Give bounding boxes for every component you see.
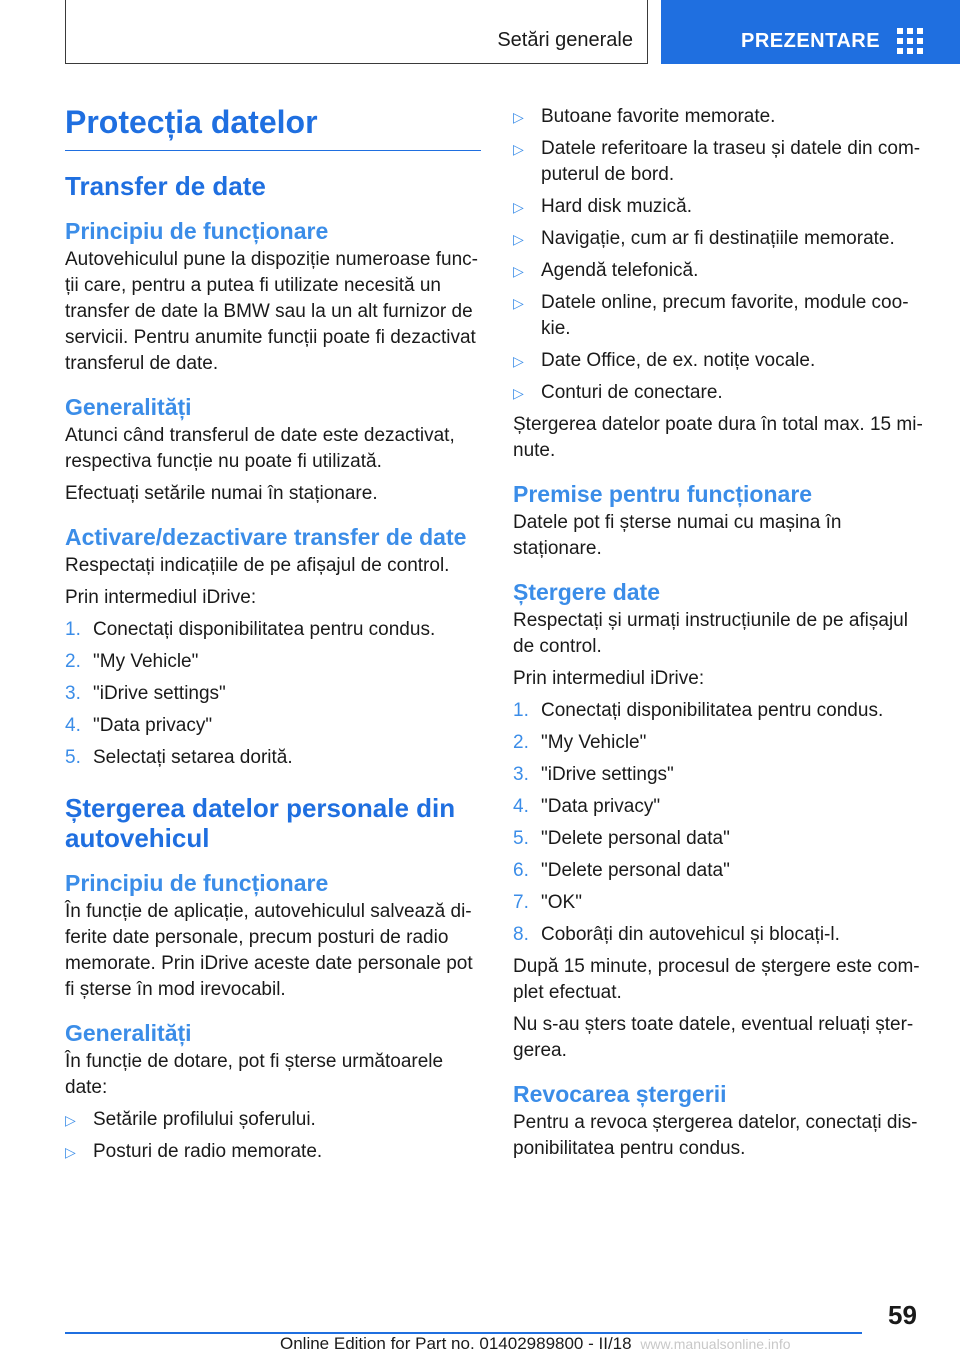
list-item: ▷ Navigație, cum ar fi destinațiile memorate.: [513, 226, 925, 252]
triangle-bullet-icon: ▷: [513, 353, 524, 369]
paragraph-generalitati-3: În funcție de dotare, pot fi șterse următoarele date:: [65, 1051, 444, 1098]
header-chapter-label: PREZENTARE: [741, 30, 881, 52]
header-section-box: [65, 0, 648, 64]
heading-generalitati-2: Generalități: [65, 1020, 192, 1046]
heading-activare: Activare/dezactivare transfer de date: [65, 524, 467, 550]
heading-premise: Premise pentru funcționare: [513, 481, 813, 507]
paragraph-principiu-2: În funcție de aplicație, autovehiculul salvează di‐ ferite date personale, precum posturi de radio memorate. Prin iDrive aceste date personale pot fi șterse în mod irevocabil.: [65, 901, 473, 1000]
paragraph-stergere-1: Respectați și urmați instrucțiunile de pe afișajul de control.: [513, 610, 908, 657]
list-item: ▷ Conturi de conectare.: [513, 380, 925, 406]
triangle-bullet-icon: ▷: [65, 1112, 76, 1128]
triangle-bullet-icon: ▷: [513, 263, 524, 279]
paragraph-principiu: Autovehiculul pune la dispoziție numeroase func‐ ții care, pentru a putea fi utilizate necesită un transfer de date la BMW sau la un alt furnizor de servicii. Pentru anumite funcții poate fi dezactivat transferul de date.: [65, 249, 478, 374]
heading-principiu-2: Principiu de funcționare: [65, 870, 329, 896]
page-number: 59: [888, 1300, 917, 1330]
list-item: ▷ Butoane favorite memorate.: [513, 104, 925, 130]
bullet-list-left: [65, 1107, 481, 1165]
footer-site[interactable]: www.manualsonline.info: [640, 1336, 791, 1352]
list-item: ▷ Posturi de radio memorate.: [65, 1139, 481, 1165]
triangle-bullet-icon: ▷: [513, 385, 524, 401]
triangle-bullet-icon: ▷: [513, 295, 524, 311]
list-item: 7. "OK": [513, 892, 582, 913]
triangle-bullet-icon: ▷: [513, 141, 524, 157]
heading-transfer: Transfer de date: [65, 171, 266, 201]
list-item: ▷ Setările profilului șoferului.: [65, 1107, 481, 1133]
grid-menu-icon[interactable]: [897, 28, 923, 54]
steps-list-stergere: [513, 698, 925, 948]
list-item: ▷ Hard disk muzică.: [513, 194, 925, 220]
list-item: 1. Conectați disponibilitatea pentru condus.: [65, 619, 436, 640]
paragraph-activare-1: Respectați indicațiile de pe afișajul de control.: [65, 555, 450, 576]
paragraph-premise: Datele pot fi șterse numai cu mașina în staționare.: [513, 512, 842, 559]
right-column: [513, 104, 925, 1168]
list-item: 3. "iDrive settings": [513, 764, 674, 785]
page-title: Protecția datelor: [65, 100, 481, 151]
list-item: ▷ Datele referitoare la traseu și datele din com‐ puterul de bord.: [513, 138, 921, 185]
header-chapter-tab[interactable]: [661, 0, 960, 64]
list-item: ▷ Datele online, precum favorite, module coo‐ kie.: [513, 292, 909, 339]
list-item: 6. "Delete personal data": [513, 860, 730, 881]
list-item: 5. Selectați setarea dorită.: [65, 747, 293, 768]
triangle-bullet-icon: ▷: [513, 109, 524, 125]
heading-stergere: Ștergerea datelor personale din autovehicul: [65, 793, 456, 853]
triangle-bullet-icon: ▷: [513, 231, 524, 247]
list-item: 2. "My Vehicle": [513, 732, 647, 753]
paragraph-revocare: Pentru a revoca ștergerea datelor, conectați dis‐ ponibilitatea pentru condus.: [513, 1112, 918, 1159]
list-item: 4. "Data privacy": [65, 715, 213, 736]
footer-edition: Online Edition for Part no. 01402989800 - II/18 www.manualsonline.info: [280, 1334, 791, 1353]
list-item: ▷ Agendă telefonică.: [513, 258, 925, 284]
list-item: ▷ Date Office, de ex. notițe vocale.: [513, 348, 925, 374]
heading-principiu: Principiu de funcționare: [65, 218, 329, 244]
list-item: 8. Coborâți din autovehicul și blocați-l.: [513, 924, 840, 945]
paragraph-generalitati-2: Efectuați setările numai în staționare.: [65, 483, 378, 504]
list-item: 3. "iDrive settings": [65, 683, 226, 704]
header-section-title: Setări generale: [497, 29, 633, 51]
paragraph-activare-2: Prin intermediul iDrive:: [65, 587, 257, 608]
left-column: [65, 100, 481, 1171]
heading-generalitati: Generalități: [65, 394, 192, 420]
bullet-list-right: [513, 104, 925, 406]
list-item: 2. "My Vehicle": [65, 651, 199, 672]
list-item: 1. Conectați disponibilitatea pentru condus.: [513, 700, 884, 721]
list-item: 4. "Data privacy": [513, 796, 661, 817]
paragraph-stergere-2: Prin intermediul iDrive:: [513, 668, 705, 689]
heading-revocare: Revocarea ștergerii: [513, 1081, 727, 1107]
paragraph-final-2: Nu s-au șters toate datele, eventual reluați șter‐ gerea.: [513, 1014, 914, 1061]
paragraph-final-1: După 15 minute, procesul de ștergere este com‐ plet efectuat.: [513, 956, 920, 1003]
triangle-bullet-icon: ▷: [65, 1144, 76, 1160]
steps-list-transfer: [65, 617, 481, 771]
paragraph-generalitati-1: Atunci când transferul de date este dezactivat, respectiva funcție nu poate fi utilizată.: [65, 425, 455, 472]
triangle-bullet-icon: ▷: [513, 199, 524, 215]
list-item: 5. "Delete personal data": [513, 828, 730, 849]
heading-stergere-date: Ștergere date: [513, 579, 661, 605]
paragraph-durata: Ștergerea datelor poate dura în total max. 15 mi‐ nute.: [513, 414, 923, 461]
